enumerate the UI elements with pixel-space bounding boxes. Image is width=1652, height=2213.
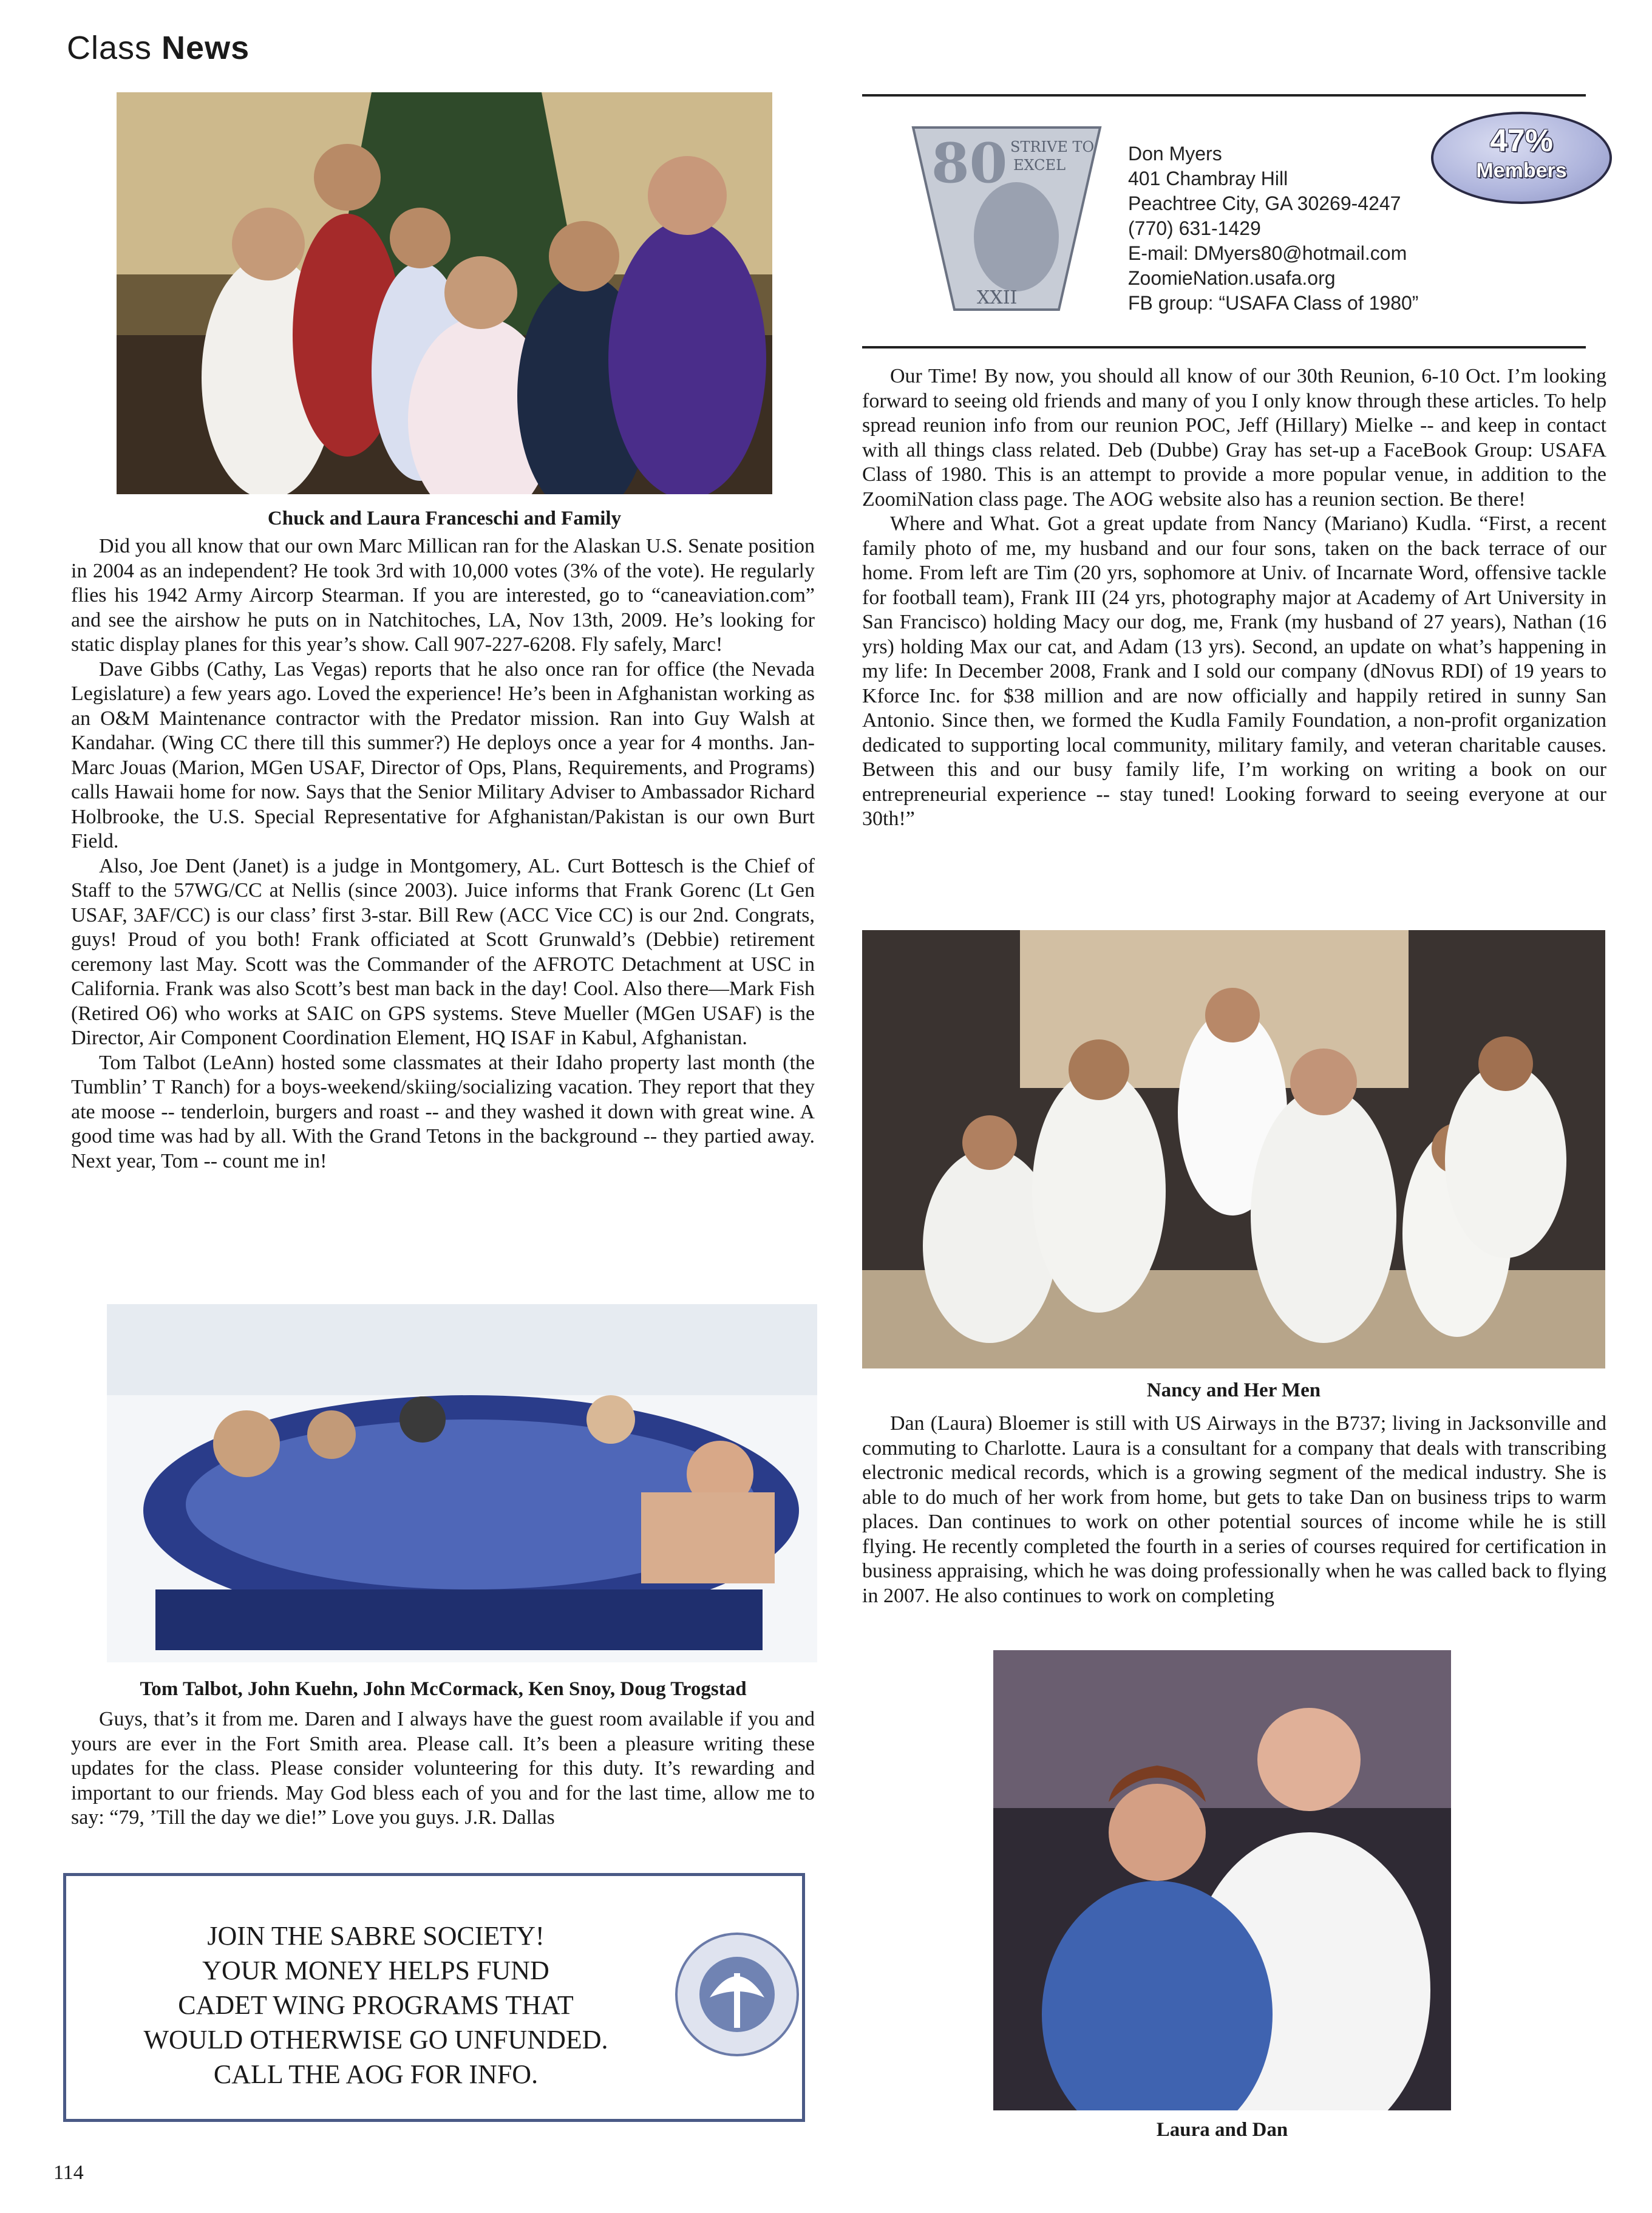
contact-name: Don Myers xyxy=(1128,143,1222,165)
sabre-line: CADET WING PROGRAMS THAT xyxy=(178,1990,574,2020)
right-column-bloemer xyxy=(862,1412,1606,1608)
contact-bottom-rule xyxy=(862,346,1586,348)
top-rule xyxy=(862,94,1586,97)
photo-caption-laura-and-dan: Laura and Dan xyxy=(1156,2119,1288,2141)
crest-motto-1: STRIVE TO xyxy=(1010,138,1095,155)
sabre-line: JOIN THE SABRE SOCIETY! xyxy=(207,1921,545,1951)
page-number: 114 xyxy=(53,2161,84,2184)
photo-caption-kudla: Nancy and Her Men xyxy=(1146,1379,1321,1401)
sabre-line: WOULD OTHERWISE GO UNFUNDED. xyxy=(143,2025,608,2055)
crest-year: 80 xyxy=(931,131,1008,195)
sabre-society-seal xyxy=(673,1931,801,2058)
photo-caption-franceschi: Chuck and Laura Franceschi and Family xyxy=(267,508,622,529)
sabre-society-message xyxy=(84,1919,667,2092)
contact-address-2: Peachtree City, GA 30269-4247 xyxy=(1128,192,1401,214)
left-column-closing xyxy=(71,1707,815,1831)
sabre-line: CALL THE AOG FOR INFO. xyxy=(213,2059,539,2089)
sabre-society-box xyxy=(63,1873,805,2122)
crest-squadron: XXII xyxy=(977,287,1018,308)
paragraph-our-time: Our Time! By now, you should all know of our 30th Reunion, 6-10 Oct. I’m looking forward to seeing old friends and many of you I only know through these articles. To help spread reunion info from our reunion POC, Jeff (Hillary) Mielke -- and keep in contact with all things class related. Deb (Dubbe) Gray has set-up a FaceBook Group: USAFA Class of 1980. This is an attempt to provide a more popular venue, in addition to the ZoomiNation class page. The AOG website also has a reunion section. Be there! xyxy=(862,365,1606,511)
membership-label: Members xyxy=(1476,159,1567,182)
paragraph-where-and-what: Where and What. Got a great update from Nancy (Mariano) Kudla. “First, a recent family photo of me, my husband and our four sons, taken on the back terrace of our home. From left are Tim (20 yrs, sophomore at Univ. of Incarnate Word, offensive tackle for football team), Frank III (24 yrs, photography major at Academy of Art University in San Francisco) holding Macy our dog, me, Frank (my husband of 27 years), Nathan (16 yrs) holding Max our cat, and Adam (13 yrs). Second, an update on what’s happening in my life: In December 2008, Frank and I sold our company (dNovus RDI) of 19 years to Kforce Inc. for $38 million and are now officially and happily retired in sunny San Antonio. Since then, we formed the Kudla Family Foundation, a non-profit organization dedicated to supporting local community, military family, and veteran charitable causes. Between this and our busy family life, I’m working on writing a book on our entrepreneurial experience -- stay tuned! Looking forward to seeing everyone at our 30th!” xyxy=(862,512,1606,830)
photo-hot-tub xyxy=(107,1304,817,1662)
section-title-light: Class xyxy=(67,30,152,66)
sabre-line: YOUR MONEY HELPS FUND xyxy=(202,1956,549,1985)
contact-address-1: 401 Chambray Hill xyxy=(1128,168,1288,189)
paragraph-millican: Did you all know that our own Marc Millican ran for the Alaskan U.S. Senate position in 2004 as an independent? He took 3rd with 10,000 votes (3% of the vote). He regularly flies his 1942 Army Aircorp Stearman. If you are interested, go to “caneaviation.com” and see the airshow he puts on in Natchitoches, LA, Nov 13th, 2009. He’s looking for static display planes for this year’s show. Call 907-227-6208. Fly safely, Marc! xyxy=(71,535,815,656)
class-crest xyxy=(907,115,1106,319)
paragraph-closing: Guys, that’s it from me. Daren and I always have the guest room available if you and yours are ever in the Fort Smith area. Please call. It’s been a pleasure writing these updates for the class. Please consider volunteering for this duty. It’s rewarding and important to our friends. May God bless each of you and for the last time, allow me to say: “79, ’Till the day we die!” Love you guys. J.R. Dallas xyxy=(71,1708,815,1829)
photo-caption-hot-tub: Tom Talbot, John Kuehn, John McCormack, Ken Snoy, Doug Trogstad xyxy=(140,1678,747,1700)
paragraph-dent: Also, Joe Dent (Janet) is a judge in Montgomery, AL. Curt Bottesch is the Chief of Staff to the 57WG/CC at Nellis (since 2003). Juice informs that Frank Gorenc (Lt Gen USAF, 3AF/CC) is our class’ first 3-star. Bill Rew (ACC Vice CC) is our 2nd. Congrats, guys! Proud of you both! Frank officiated at Scott Grunwald’s (Debbie) retirement ceremony last May. Scott was the Commander of the AFROTC Detachment at USC in California. Frank was also Scott’s best man back in the day! Cool. Also there—Mark Fish (Retired O6) who works at SAIC on GPS systems. Steve Mueller (MGen USAF) is the Director, Air Component Coordination Element, HQ ISAF in Kabul, Afghanistan. xyxy=(71,854,815,1049)
contact-email: E-mail: DMyers80@hotmail.com xyxy=(1128,242,1407,264)
paragraph-bloemer: Dan (Laura) Bloemer is still with US Airways in the B737; living in Jacksonville and commuting to Charlotte. Laura is a consultant for a company that deals with transcribing electronic medical records, which is a growing segment of the medical industry. She is able to do much of her work from home, but gets to take Dan on business trips to warm places. Dan continues to work on other potential sources of income while he is still flying. He recently completed the fourth in a series of courses required for certification in business appraising, which he was doing professionally when he was called back to flying in 2007. He also continues to work on completing xyxy=(862,1412,1606,1607)
photo-franceschi-family xyxy=(117,92,772,494)
photo-kudla-family xyxy=(862,930,1605,1368)
membership-badge xyxy=(1431,112,1612,204)
section-title-bold: News xyxy=(161,30,250,66)
section-header xyxy=(67,29,250,67)
right-column-text xyxy=(862,364,1606,832)
left-column-text xyxy=(71,534,815,1174)
contact-facebook: FB group: “USAFA Class of 1980” xyxy=(1128,292,1419,314)
membership-percent: 47% xyxy=(1489,123,1554,158)
photo-laura-and-dan xyxy=(993,1650,1451,2110)
paragraph-gibbs: Dave Gibbs (Cathy, Las Vegas) reports that he also once ran for office (the Nevada Legislature) a few years ago. Loved the experience! He’s been in Afghanistan working as an O&M Maintenance contractor with the Predator mission. Ran into Guy Walsh at Kandahar. (Wing CC there till this summer?) He deploys once a year for 4 months. Jan-Marc Jouas (Marion, MGen USAF, Director of Ops, Plans, Requirements, and Programs) calls Hawaii home for now. Says that the Senior Military Adviser to Ambassador Richard Holbrooke, the U.S. Special Representative for Afghanistan/Pakistan is our own Burt Field. xyxy=(71,658,815,852)
contact-phone: (770) 631-1429 xyxy=(1128,217,1261,239)
crest-motto-2: EXCEL xyxy=(1013,157,1066,174)
paragraph-talbot: Tom Talbot (LeAnn) hosted some classmates at their Idaho property last month (the Tumblin’ T Ranch) for a boys-weekend/skiing/socializing vacation. They report that they ate moose -- tenderloin, burgers and roast -- and they washed it down with great wine. A good time was had by all. With the Grand Tetons in the background -- they partied away. Next year, Tom -- count me in! xyxy=(71,1051,815,1172)
correspondent-contact xyxy=(1128,141,1468,316)
contact-website: ZoomieNation.usafa.org xyxy=(1128,267,1336,289)
